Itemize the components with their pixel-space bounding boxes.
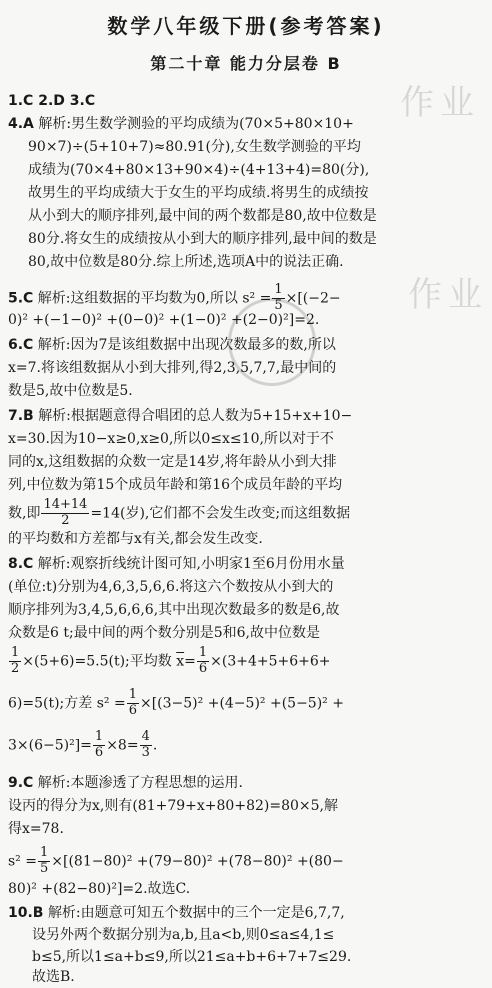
q6-line-2: x=7.将该组数据从小到大排列,得2,3,5,7,7,最中间的	[8, 360, 337, 376]
q7-line-1: 7.B 解析:根据题意得合唱团的总人数为5+15+x+10−	[8, 408, 353, 424]
fraction: $\frac{14+14}{2}$	[43, 497, 88, 528]
q6-line-3: 数是5,故中位数是5.	[8, 383, 133, 399]
answer-line-1-3: 1.C 2.D 3.C	[8, 93, 96, 109]
fraction: $\frac{1}{5}$	[274, 282, 283, 313]
q8-line-6: 6)=5(t);方差 s² = $\frac{1}{6}$ ×[(3−5)² +(4−5)² +(5−5)² +	[8, 687, 344, 718]
page-title: 数学八年级下册(参考答案)	[107, 14, 385, 38]
q7-line-6: 的平均数和方差都与x有关,都会发生改变.	[8, 531, 263, 547]
q10-line-2: 设另外两个数据分别为a,b,且a<b,则0≤a≤4,1≤	[32, 927, 335, 943]
fraction: $\frac{1}{6}$	[198, 645, 208, 676]
fraction: $\frac{1}{6}$	[94, 729, 104, 760]
q10-line-1: 10.B 解析:由题意可知五个数据中的三个一定是6,7,7,	[8, 905, 345, 921]
q8-number: 8.C	[8, 556, 34, 572]
fraction: $\frac{4}{3}$	[141, 729, 150, 760]
q10-number: 10.B	[8, 905, 44, 921]
q10-line-4: 故选B.	[32, 969, 75, 985]
q4-line-1: 4.A 解析:男生数学测验的平均成绩为(70×5+80×10+	[8, 116, 354, 132]
q4-line-4: 故男生的平均成绩大于女生的平均成绩.将男生的成绩按	[28, 185, 369, 201]
q8-line-7: 3×(6−5)²]= $\frac{1}{6}$ ×8= $\frac{4}{3}$ .	[8, 729, 158, 760]
q8-line-2: (单位:t)分别为4,6,3,5,6,6.将这六个数按从小到大的	[8, 579, 334, 595]
q4-number: 4.A	[8, 116, 34, 132]
q9-line-4: s² = $\frac{1}{5}$ ×[(81−80)² +(79−80)² +(78−80)² +(80−	[8, 845, 344, 876]
q5-line-1: 5.C 解析:这组数据的平均数为0,所以 s² = $\frac{1}{5}$ ×[(−2−	[8, 282, 341, 313]
fraction: $\frac{1}{6}$	[128, 687, 137, 718]
q5-line-2: 0)² +(−1−0)² +(0−0)² +(1−0)² +(2−0)²]=2.	[8, 312, 320, 328]
q10-line-3: b≤5,所以1≤a+b≤9,所以21≤a+b+6+7+7≤29.	[32, 949, 352, 965]
q9-number: 9.C	[8, 775, 34, 791]
q4-line-7: 80,故中位数是80分.综上所述,选项A中的说法正确.	[28, 254, 344, 270]
q4-line-6: 80分.将女生的成绩按从小到大的顺序排列,最中间的数是	[28, 231, 377, 247]
watermark: 作业	[408, 275, 488, 315]
q8-line-1: 8.C 解析:观察折线统计图可知,小明家1至6月份用水量	[8, 556, 345, 572]
q4-line-2: 90×7)÷(5+10+7)≈80.91(分),女生数学测验的平均	[28, 139, 361, 155]
q8-line-5: $\frac{1}{2}$ ×(5+6)=5.5(t);平均数 $\overline{x}=$ $\frac{1}{6}$ ×(3+4+5+6+6+	[11, 645, 331, 676]
q5-number: 5.C	[8, 290, 34, 307]
q4-line-3: 成绩为(70×4+80×13+90×4)÷(4+13+4)=80(分),	[28, 162, 370, 178]
fraction: $\frac{1}{2}$	[11, 645, 20, 676]
q7-number: 7.B	[8, 408, 34, 424]
q9-line-2: 设丙的得分为x,则有(81+79+x+80+82)=80×5,解	[8, 798, 338, 814]
q8-line-3: 顺序排列为3,4,5,6,6,6,其中出现次数最多的数是6,故	[8, 602, 340, 618]
q9-line-5: 80)² +(82−80)²]=2.故选C.	[8, 881, 191, 897]
q9-line-3: 得x=78.	[8, 821, 64, 837]
q6-number: 6.C	[8, 337, 34, 353]
q6-line-1: 6.C 解析:因为7是该组数据中出现次数最多的数,所以	[8, 337, 336, 353]
page-subtitle: 第二十章 能力分层卷 B	[150, 54, 342, 73]
q8-line-4: 众数是6 t;最中间的两个数分别是5和6,故中位数是	[8, 625, 320, 641]
q4-line-5: 从小到大的顺序排列,最中间的两个数都是80,故中位数是	[28, 208, 377, 224]
q7-line-2: x=30.因为10−x≥0,x≥0,所以0≤x≤10,所以对于不	[8, 431, 334, 447]
q7-line-3: 同的x,这组数据的众数一定是14岁,将年龄从小到大排	[8, 454, 337, 470]
q7-line-4: 列,中位数为第15个成员年龄和第16个成员年龄的平均	[8, 477, 343, 493]
fraction: $\frac{1}{5}$	[39, 845, 49, 876]
q7-line-5: 数,即 $\frac{14+14}{2}$ =14(岁),它们都不会发生改变;而这组数据	[8, 497, 351, 528]
x-bar: $\overline{x}$	[176, 653, 185, 670]
q9-line-1: 9.C 解析:本题渗透了方程思想的运用.	[8, 775, 243, 791]
watermark: 作业	[400, 83, 480, 123]
